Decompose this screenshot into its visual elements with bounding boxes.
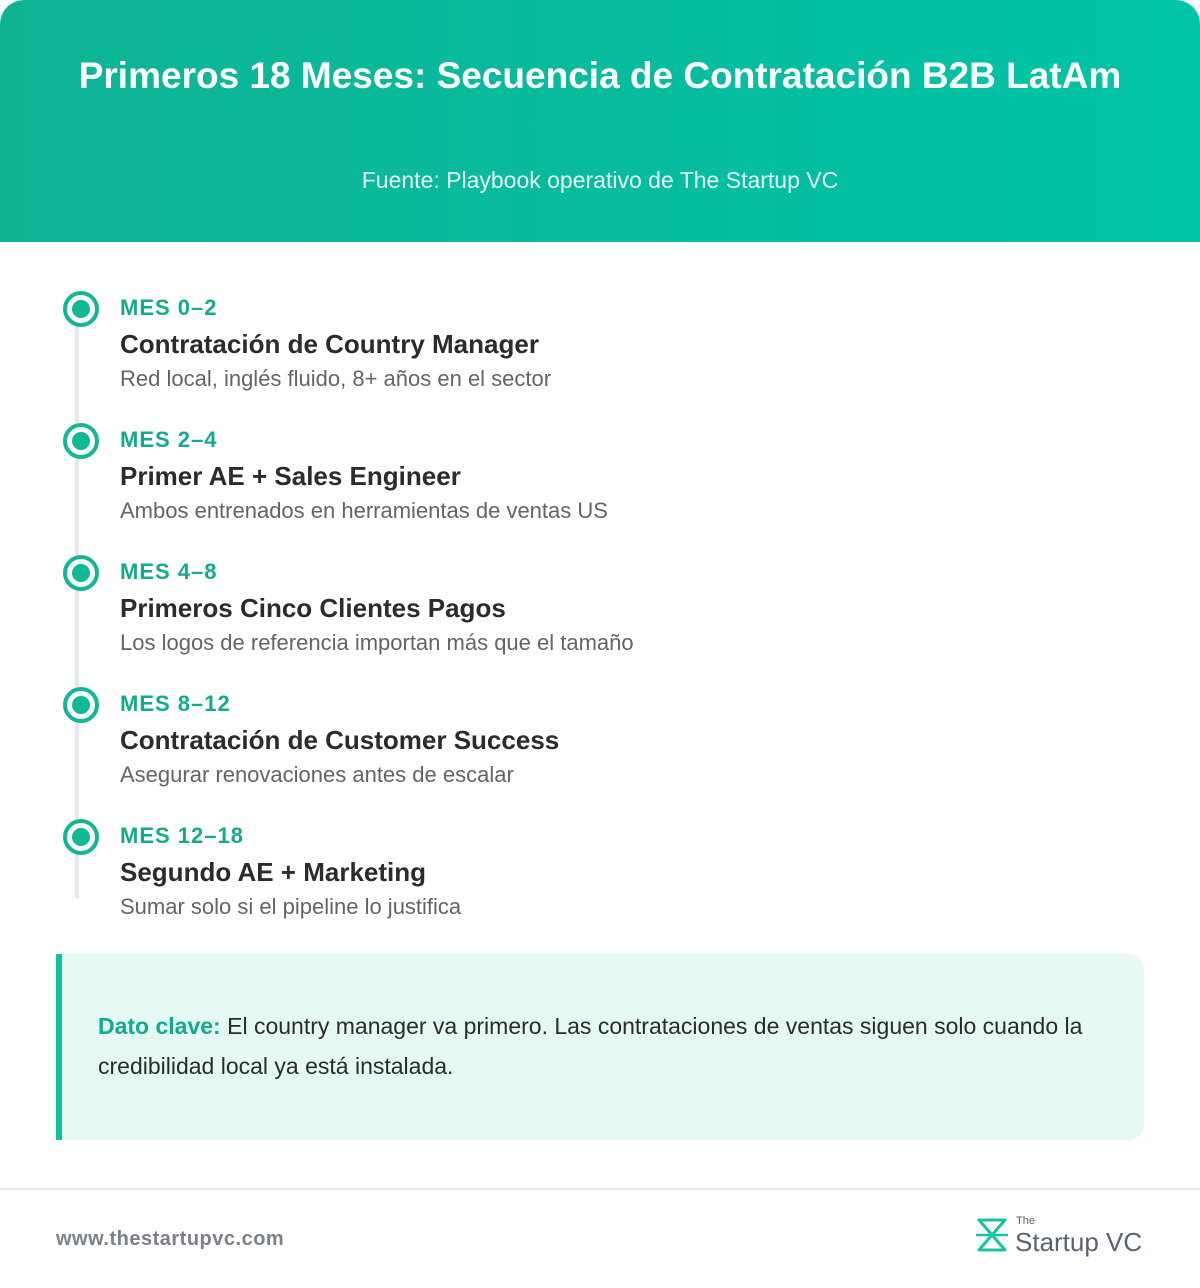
step-title: Primeros Cinco Clientes Pagos <box>120 593 506 623</box>
timeline-step <box>0 283 1200 393</box>
step-description: Red local, inglés fluido, 8+ años en el sector <box>120 366 552 391</box>
step-period: MES 0–2 <box>120 295 218 320</box>
step-period: MES 2–4 <box>120 427 218 452</box>
logo-the-text: The <box>1016 1215 1035 1227</box>
footer-url-link[interactable]: www.thestartupvc.com <box>56 1228 285 1250</box>
step-title: Segundo AE + Marketing <box>120 857 427 887</box>
circle-dot-icon <box>63 555 99 591</box>
callout-label: Dato clave: <box>98 1013 221 1039</box>
circle-dot-icon <box>63 291 99 327</box>
header-banner <box>0 0 1200 242</box>
timeline-step <box>0 547 1200 657</box>
startup-vc-logo <box>975 1213 1150 1257</box>
circle-dot-icon <box>63 687 99 723</box>
step-title: Contratación de Country Manager <box>120 329 539 359</box>
step-title: Primer AE + Sales Engineer <box>120 461 461 491</box>
logo-name-text: Startup VC <box>1015 1227 1143 1257</box>
circle-dot-icon <box>63 819 99 855</box>
step-period: MES 8–12 <box>120 691 231 716</box>
timeline-step <box>0 415 1200 525</box>
timeline-step <box>0 679 1200 789</box>
startup-vc-logo-icon <box>975 1217 1009 1253</box>
footer-divider <box>0 1188 1200 1190</box>
timeline-step <box>0 811 1200 921</box>
callout-text <box>98 1006 1108 1086</box>
callout-body: El country manager va primero. Las contrataciones de ventas siguen solo cuando la credibilidad local ya está instalada. <box>98 1013 1083 1079</box>
key-insight-callout <box>56 954 1144 1140</box>
step-period: MES 4–8 <box>120 559 218 584</box>
page-title: Primeros 18 Meses: Secuencia de Contratación B2B LatAm <box>78 55 1122 96</box>
step-title: Contratación de Customer Success <box>120 725 560 755</box>
circle-dot-icon <box>63 423 99 459</box>
step-period: MES 12–18 <box>120 823 244 848</box>
source-subtitle: Fuente: Playbook operativo de The Startup VC <box>361 167 839 193</box>
step-description: Asegurar renovaciones antes de escalar <box>120 762 514 787</box>
step-description: Ambos entrenados en herramientas de ventas US <box>120 498 608 523</box>
step-description: Los logos de referencia importan más que el tamaño <box>120 630 634 655</box>
step-description: Sumar solo si el pipeline lo justifica <box>120 894 462 919</box>
